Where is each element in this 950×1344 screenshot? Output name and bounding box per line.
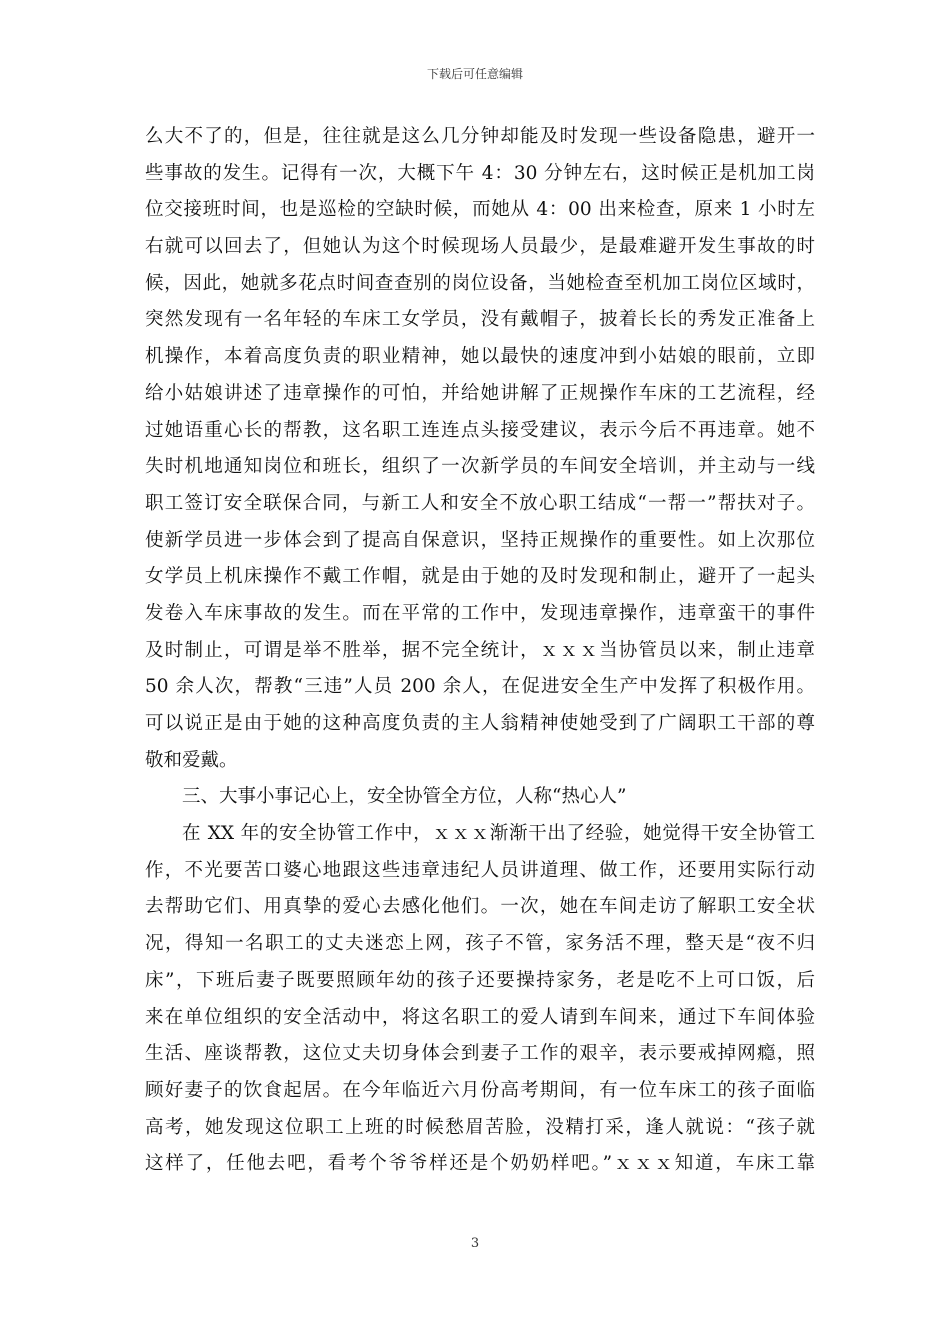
text-line: 况，得知一名职工的丈夫迷恋上网，孩子不管，家务活不理，整天是“夜不归: [145, 933, 815, 955]
page-number: 3: [470, 1236, 480, 1251]
text-line: 女学员上机床操作不戴工作帽，就是由于她的及时发现和制止，避开了一起头: [145, 566, 815, 588]
text-line: 右就可以回去了，但她认为这个时候现场人员最少，是最难避开发生事故的时: [145, 236, 815, 258]
text-line: 可以说正是由于她的这种高度负责的主人翁精神使她受到了广阔职工干部的尊: [145, 713, 815, 734]
text-line: 使新学员进一步体会到了提高自保意识，坚持正规操作的重要性。如上次那位: [145, 529, 815, 551]
text-line: 及时制止，可谓是举不胜举，据不完全统计，ｘｘｘ当协管员以来，制止违章: [145, 639, 815, 661]
section-heading: 三、大事小事记心上，安全协管全方位，人称“热心人”: [182, 786, 627, 808]
text-line: 来在单位组织的安全活动中，将这名职工的爱人请到车间来，通过下车间体验: [145, 1006, 815, 1028]
text-line: 去帮助它们、用真挚的爱心去感化他们。一次，她在车间走访了解职工安全状: [145, 896, 815, 918]
text-line: 么大不了的，但是，往往就是这么几分钟却能及时发现一些设备隐患，避开一: [145, 126, 815, 147]
text-line: 些事故的发生。记得有一次，大概下午 4：30 分钟左右，这时候正是机加工岗: [145, 162, 815, 184]
text-line: 过她语重心长的帮教，这名职工连连点头接受建议，表示今后不再违章。她不: [145, 419, 815, 441]
text-line: 顾好妻子的饮食起居。在今年临近六月份高考期间，有一位车床工的孩子面临: [145, 1079, 815, 1101]
text-line: 职工签订安全联保合同，与新工人和安全不放心职工结成“一帮一”帮扶对子。: [145, 492, 815, 514]
page-header: 下载后可任意编辑: [426, 67, 523, 81]
text-line: 生活、座谈帮教，这位丈夫切身体会到妻子工作的艰辛，表示要戒掉网瘾，照: [145, 1043, 815, 1065]
text-line: 失时机地通知岗位和班长，组织了一次新学员的车间安全培训，并主动与一线: [145, 456, 815, 478]
text-line: 敬和爱戴。: [145, 749, 238, 771]
text-line: 作，不光要苦口婆心地跟这些违章违纪人员讲道理、做工作，还要用实际行动: [145, 859, 815, 881]
text-line: 在 XX 年的安全协管工作中，ｘｘｘ渐渐干出了经验，她觉得干安全协管工: [182, 823, 815, 845]
text-line: 给小姑娘讲述了违章操作的可怕，并给她讲解了正规操作车床的工艺流程，经: [145, 382, 815, 404]
text-line: 高考，她发现这位职工上班的时候愁眉苦脸，没精打采，逢人就说：“孩子就: [145, 1116, 815, 1138]
text-line: 50 余人次，帮教“三违”人员 200 余人，在促进安全生产中发挥了积极作用。: [145, 676, 815, 698]
text-line: 发卷入车床事故的发生。而在平常的工作中，发现违章操作，违章蛮干的事件: [145, 602, 815, 624]
text-line: 突然发现有一名年轻的车床工女学员，没有戴帽子，披着长长的秀发正准备上: [145, 309, 815, 331]
text-line: 这样了，任他去吧，看考个爷爷样还是个奶奶样吧。”ｘｘｘ知道，车床工靠: [145, 1153, 815, 1175]
text-line: 候，因此，她就多花点时间查查别的岗位设备，当她检查至机加工岗位区域时，: [145, 272, 815, 294]
text-line: 床”，下班后妻子既要照顾年幼的孩子还要操持家务，老是吃不上可口饭，后: [145, 969, 815, 991]
text-line: 位交接班时间，也是巡检的空缺时候，而她从 4：00 出来检查，原来 1 小时左: [145, 199, 815, 221]
document-body: [145, 119, 815, 1183]
text-line: 机操作，本着高度负责的职业精神，她以最快的速度冲到小姑娘的眼前，立即: [145, 346, 815, 368]
